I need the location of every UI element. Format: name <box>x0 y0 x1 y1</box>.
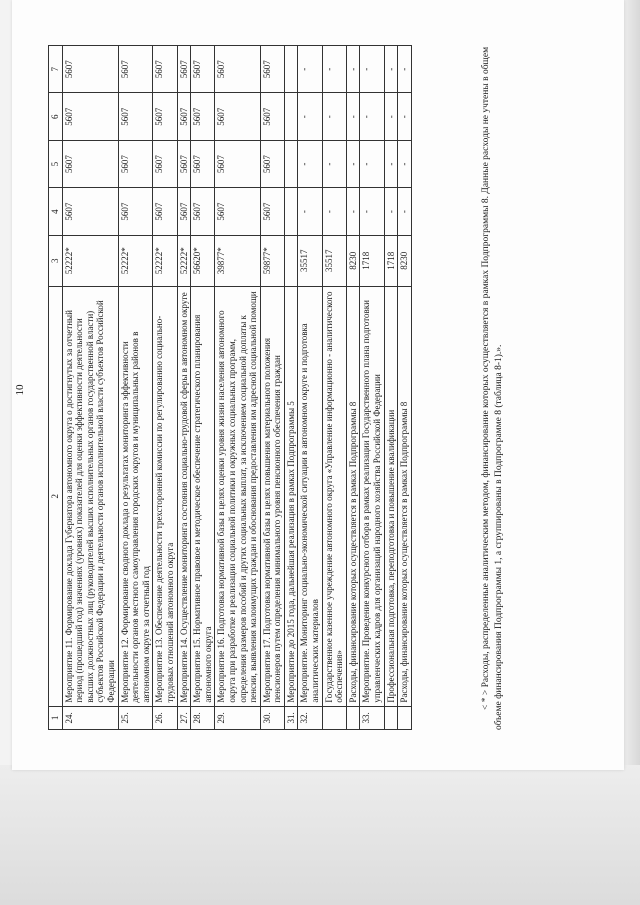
header-cell: 7 <box>49 46 63 93</box>
table-row <box>62 46 118 730</box>
value-cell: 1718 <box>384 235 398 286</box>
table-row <box>284 46 298 730</box>
scanned-page <box>12 0 624 770</box>
value-cell: 5607 <box>118 46 153 93</box>
value-cell: 5607 <box>118 140 153 187</box>
header-cell: 2 <box>49 286 63 706</box>
value-cell: 5607 <box>118 188 153 235</box>
table-row <box>215 46 260 730</box>
table-row <box>322 46 346 730</box>
table-row <box>346 46 360 730</box>
table-header-row <box>49 46 63 730</box>
header-cell: 3 <box>49 235 63 286</box>
table-row <box>118 46 153 730</box>
value-cell: - <box>298 93 322 140</box>
value-cell: - <box>298 46 322 93</box>
value-cell: 5607 <box>153 93 177 140</box>
value-cell: 5607 <box>215 188 260 235</box>
value-cell: - <box>384 188 398 235</box>
table-row <box>360 46 384 730</box>
value-cell: - <box>398 93 412 140</box>
activity-description-cell: Мероприятие до 2015 года, дальнейшая реализация в рамках Подпрограммы 5 <box>284 286 298 706</box>
activity-description-cell: Мероприятие 16. Подготовка нормативной базы в целях оценки уровня жизни населения автономного округа при разработке и реализации социальной политики и окружных социальных программ, определения размеров пособий и других социальных выплат, за исключением социальной доплаты к пенсии, выявления малоимущих граждан и обоснования предоставления им адресной социальной помощи <box>215 286 260 706</box>
value-cell <box>284 188 298 235</box>
row-number-cell: 30. <box>260 706 284 729</box>
row-number-cell <box>322 706 346 729</box>
value-cell: 5607 <box>153 46 177 93</box>
value-cell <box>284 235 298 286</box>
value-cell: - <box>398 140 412 187</box>
activity-description-cell: Мероприятие 15. Нормативное правовое и методическое обеспечение стратегического планирования автономного округа <box>191 286 215 706</box>
value-cell: - <box>360 140 384 187</box>
activity-description-cell: Мероприятие 12. Формирование сводного доклада о результатах мониторинга эффективности деятельности органов местного самоуправления городских округов и муниципальных районов в автономном округе за отчетный год <box>118 286 153 706</box>
table-row <box>260 46 284 730</box>
activity-description-cell: Мероприятие. Мониторинг социально-экономической ситуации в автономном округе и подготовка аналитических материалов <box>298 286 322 706</box>
table-row <box>398 46 412 730</box>
value-cell: - <box>360 46 384 93</box>
value-cell: 39877* <box>215 235 260 286</box>
value-cell: 56620* <box>191 235 215 286</box>
value-cell: 1718 <box>360 235 384 286</box>
table-row <box>153 46 177 730</box>
value-cell: 5607 <box>177 140 191 187</box>
page-number: 10 <box>14 384 26 396</box>
value-cell <box>284 140 298 187</box>
value-cell: 5607 <box>118 93 153 140</box>
value-cell: 5607 <box>260 140 284 187</box>
value-cell: - <box>360 188 384 235</box>
activity-description-cell: Мероприятие 13. Обеспечение деятельности трехсторонней комиссии по регулированию социально-трудовых отношений автономного округа <box>153 286 177 706</box>
header-cell: 1 <box>49 706 63 729</box>
row-number-cell: 25. <box>118 706 153 729</box>
value-cell: 5607 <box>215 140 260 187</box>
value-cell: 5607 <box>260 93 284 140</box>
row-number-cell <box>398 706 412 729</box>
row-number-cell: 26. <box>153 706 177 729</box>
value-cell: - <box>322 46 346 93</box>
header-cell: 4 <box>49 188 63 235</box>
header-cell: 5 <box>49 140 63 187</box>
activity-description-cell: Расходы, финансирование которых осуществляется в рамках Подпрограммы 8 <box>398 286 412 706</box>
row-number-cell: 27. <box>177 706 191 729</box>
value-cell: 35517 <box>322 235 346 286</box>
row-number-cell: 32. <box>298 706 322 729</box>
row-number-cell: 31. <box>284 706 298 729</box>
value-cell: 5607 <box>260 188 284 235</box>
value-cell: 5607 <box>177 46 191 93</box>
value-cell: 5607 <box>191 46 215 93</box>
row-number-cell: 24. <box>62 706 118 729</box>
value-cell: 5607 <box>191 140 215 187</box>
rotated-page-content <box>12 10 612 770</box>
value-cell: - <box>384 140 398 187</box>
value-cell: 5607 <box>62 93 118 140</box>
value-cell: 8230 <box>346 235 360 286</box>
value-cell: - <box>322 140 346 187</box>
value-cell: - <box>384 93 398 140</box>
row-number-cell <box>384 706 398 729</box>
activity-description-cell: Мероприятие. Проведение конкурсного отбора в рамках реализации Государственного плана подготовки управленческих кадров для организаций народного хозяйства Российской Федерации <box>360 286 384 706</box>
value-cell: - <box>298 140 322 187</box>
activity-description-cell: Мероприятие 11. Формирование доклада Губернатора автономного округа о достигнутых за отчетный период (прошедший год) значениях (уровнях) показателей для оценки эффективности деятельности высших должностных лиц (руководителей высших исполнительных органов государственной власти) субъектов Российской Федерации и деятельности органов исполнительной власти субъектов Российской Федерации <box>62 286 118 706</box>
value-cell: 5607 <box>153 188 177 235</box>
table-body <box>62 46 411 730</box>
activity-description-cell: Расходы, финансирование которых осуществляется в рамках Подпрограммы 8 <box>346 286 360 706</box>
value-cell: 52222* <box>118 235 153 286</box>
value-cell: - <box>384 46 398 93</box>
value-cell: - <box>346 93 360 140</box>
table-row <box>384 46 398 730</box>
value-cell: 52222* <box>153 235 177 286</box>
value-cell: 5607 <box>191 93 215 140</box>
value-cell: - <box>322 93 346 140</box>
row-number-cell: 28. <box>191 706 215 729</box>
value-cell: 5607 <box>177 188 191 235</box>
value-cell: 52222* <box>62 235 118 286</box>
row-number-cell: 29. <box>215 706 260 729</box>
value-cell: 5607 <box>191 188 215 235</box>
budget-table <box>48 45 412 730</box>
activity-description-cell: Мероприятие 17. Подготовка нормативной базы в целях повышения материального положения пенсионеров путем определения минимального уровня пенсионного обеспечения граждан <box>260 286 284 706</box>
value-cell: - <box>346 140 360 187</box>
value-cell: - <box>360 93 384 140</box>
table-row <box>298 46 322 730</box>
viewer-background-bottom <box>0 765 640 905</box>
table-row <box>191 46 215 730</box>
value-cell: 59877* <box>260 235 284 286</box>
value-cell: - <box>398 188 412 235</box>
value-cell: - <box>398 46 412 93</box>
activity-description-cell: Государственное казенное учреждение автономного округа «Управление информационно - аналитического обеспечения» <box>322 286 346 706</box>
value-cell: 52222* <box>177 235 191 286</box>
value-cell: 5607 <box>260 46 284 93</box>
value-cell: 5607 <box>153 140 177 187</box>
value-cell: - <box>346 188 360 235</box>
table-row <box>177 46 191 730</box>
activity-description-cell: Профессиональная подготовка, переподготовка и повышение квалификации <box>384 286 398 706</box>
value-cell <box>284 46 298 93</box>
value-cell: 5607 <box>62 140 118 187</box>
value-cell: 5607 <box>62 46 118 93</box>
activity-description-cell: Мероприятие 14. Осуществление мониторинга состояния социально-трудовой сферы в автономном округе <box>177 286 191 706</box>
value-cell: - <box>298 188 322 235</box>
value-cell: 5607 <box>62 188 118 235</box>
row-number-cell: 33. <box>360 706 384 729</box>
value-cell: 5607 <box>215 46 260 93</box>
value-cell: - <box>322 188 346 235</box>
value-cell: 5607 <box>215 93 260 140</box>
value-cell: 8230 <box>398 235 412 286</box>
value-cell: - <box>346 46 360 93</box>
header-cell: 6 <box>49 93 63 140</box>
value-cell: 5607 <box>177 93 191 140</box>
value-cell <box>284 93 298 140</box>
footnote: < * > Расходы, распределенные аналитическим методом, финансирование которых осуществляется в рамках Подпрограммы 8. Данные расходы не учтены в общем объеме финансирования Подпрограммы 1, а сгруппированы в Подпрограмме 8 (таблица 8-1).». <box>481 46 504 730</box>
value-cell: 35517 <box>298 235 322 286</box>
row-number-cell <box>346 706 360 729</box>
